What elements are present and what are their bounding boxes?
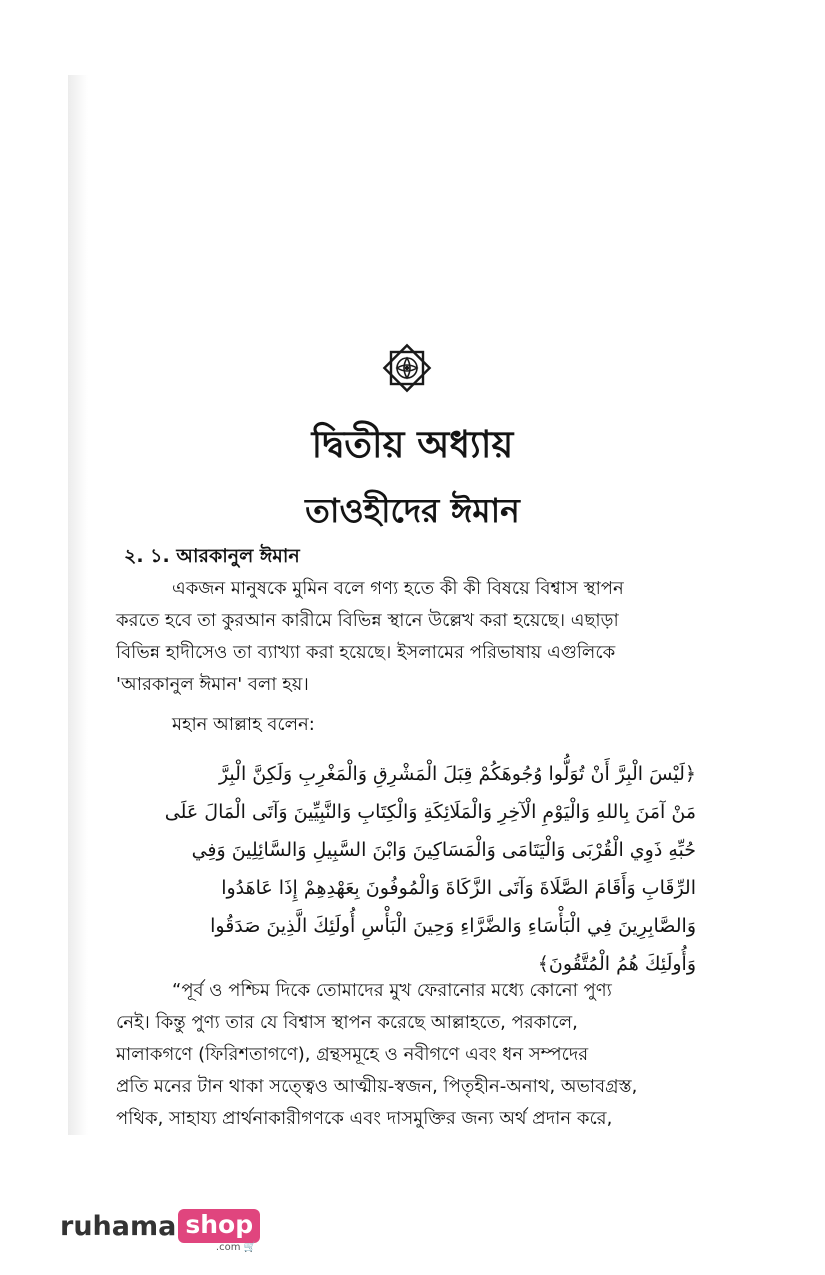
paragraph-line: বিভিন্ন হাদীসেও তা ব্যাখ্যা করা হয়েছে। ইসলামের পরিভাষায় এগুলিকে — [116, 642, 616, 663]
quran-verse — [116, 755, 696, 983]
translation-line: “পূর্ব ও পশ্চিম দিকে তোমাদের মুখ ফেরানোর মধ্যে কোনো পুণ্য — [172, 980, 612, 1001]
translation-line: নেই। কিন্তু পুণ্য তার যে বিশ্বাস স্থাপন করেছে আল্লাহতে, পরকালে, — [116, 1012, 578, 1033]
cart-icon: 🛒 — [240, 1242, 257, 1253]
translation-paragraph — [116, 975, 694, 1135]
logo-domain: .com 🛒 — [215, 1242, 257, 1253]
verse-line: حُبِّهِ ذَوِي الْقُرْبَى وَالْيَتَامَى وَالْمَسَاكِينَ وَابْنَ السَّبِيلِ وَالسَّائِلِينَ وَفِي — [191, 839, 696, 861]
paragraph-line: করতে হবে তা কুরআন কারীমে বিভিন্ন স্থানে উল্লেখ করা হয়েছে। এছাড়া — [116, 610, 619, 631]
verse-line: وَأُولَئِكَ هُمُ الْمُتَّقُونَ﴾ — [537, 953, 696, 975]
translation-line: প্রতি মনের টান থাকা সত্ত্বেও আত্মীয়-স্বজন, পিতৃহীন-অনাথ, অভাবগ্রস্ত, — [116, 1076, 638, 1097]
intro-line-block — [116, 709, 694, 741]
section-heading: ২. ১. আরকানুল ঈমান — [124, 545, 300, 567]
page-edge-shadow — [68, 75, 88, 1135]
chapter-subtitle: তাওহীদের ঈমান — [305, 491, 520, 530]
ornament-icon — [378, 340, 436, 396]
verse-line: مَنْ آمَنَ بِاللهِ وَالْيَوْمِ الْآخِرِ وَالْمَلَائِكَةِ وَالْكِتَابِ وَالنَّبِيِّينَ وَآتَى الْمَالَ عَلَى — [164, 801, 696, 823]
logo-brand-text: ruhama — [60, 1211, 177, 1242]
translation-line: মালাকগণে (ফিরিশতাগণে), গ্রন্থসমূহে ও নবীগণে এবং ধন সম্পদের — [116, 1044, 589, 1065]
intro-line: মহান আল্লাহ বলেন: — [172, 714, 315, 735]
paragraph-intro — [116, 573, 694, 701]
logo-shop-text: shop — [178, 1209, 260, 1243]
logo-shop-box — [178, 1209, 260, 1253]
verse-line: ﴿لَيْسَ الْبِرَّ أَنْ تُوَلُّوا وُجُوهَكُمْ قِبَلَ الْمَشْرِقِ وَالْمَغْرِبِ وَلَكِنَّ الْبِرَّ — [218, 763, 696, 785]
verse-line: وَالصَّابِرِينَ فِي الْبَأْسَاءِ وَالضَّرَّاءِ وَحِينَ الْبَأْسِ أُولَئِكَ الَّذِينَ صَدَقُوا — [210, 915, 696, 937]
paragraph-line: 'আরকানুল ঈমান' বলা হয়। — [116, 674, 309, 695]
paragraph-line: একজন মানুষকে মুমিন বলে গণ্য হতে কী কী বিষয়ে বিশ্বাস স্থাপন — [172, 578, 624, 599]
ruhamashop-logo — [60, 1209, 260, 1253]
verse-line: الرِّقَابِ وَأَقَامَ الصَّلَاةَ وَآتَى الزَّكَاةَ وَالْمُوفُونَ بِعَهْدِهِمْ إِذَا عَاهَدُوا — [221, 877, 696, 899]
translation-line: পথিক, সাহায্য প্রার্থনাকারীগণকে এবং দাসমুক্তির জন্য অর্থ প্রদান করে, — [116, 1108, 613, 1129]
chapter-title: দ্বিতীয় অধ্যায় — [311, 423, 514, 466]
